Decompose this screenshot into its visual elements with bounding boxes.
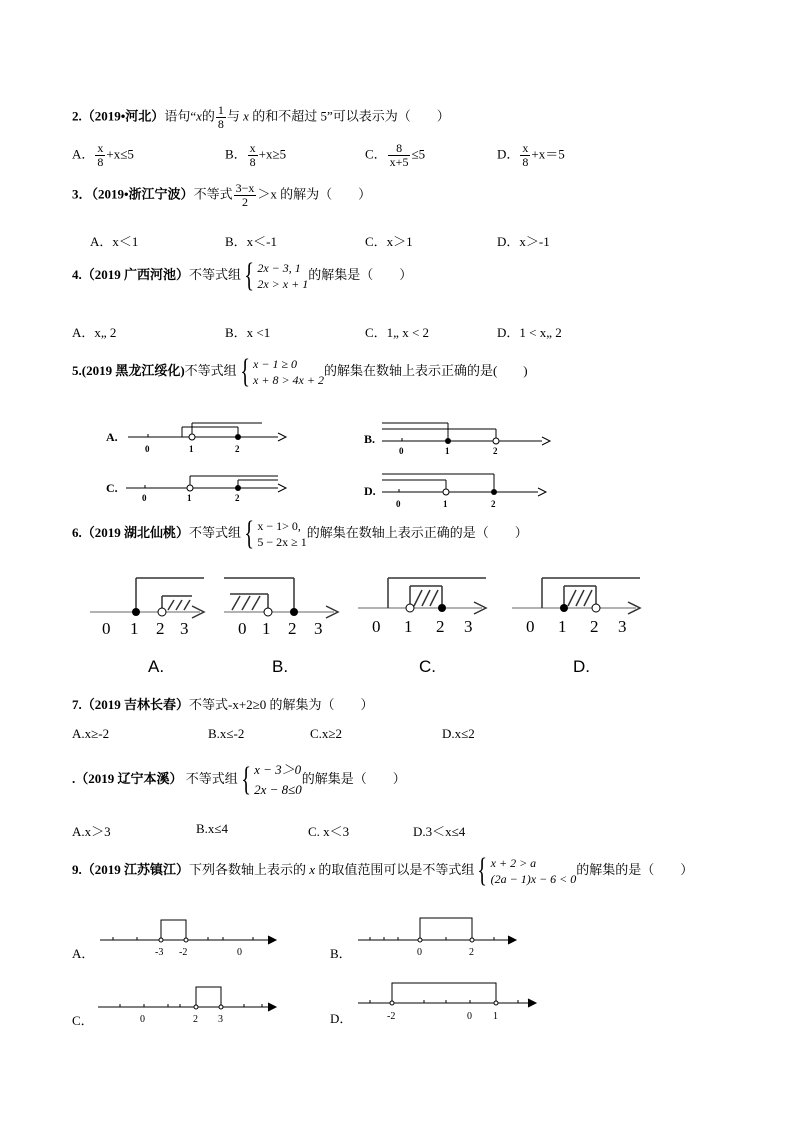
q6-option-d[interactable]: D. bbox=[573, 657, 590, 676]
q2-stem: 2.（2019•河北）语句“x的 $\frac{1}{8}$ 与 x 的和不超过 5”可以表示为（ ） bbox=[72, 103, 450, 131]
q3-stem: 3．（2019•浙江宁波）不等式 $\frac{3-x}{2}$ ＞x 的解为（ ） bbox=[72, 181, 372, 209]
q9-number-line-b[interactable] bbox=[328, 912, 528, 962]
q2-option-a[interactable]: A． $\frac{x}{8}$ +x≤5 bbox=[72, 141, 134, 169]
svg-text:2: 2 bbox=[436, 617, 445, 636]
q7-stem: 7.（2019 吉林长春）不等式-x+2≥0 的解集为（ ） bbox=[72, 697, 374, 712]
q3-fraction: $\frac{3-x}{2}$ bbox=[235, 181, 255, 209]
svg-text:1: 1 bbox=[443, 499, 448, 509]
svg-text:2: 2 bbox=[491, 499, 496, 509]
q6-option-a[interactable]: A. bbox=[148, 657, 165, 676]
svg-text:B．: B． bbox=[330, 946, 352, 961]
svg-text:1: 1 bbox=[189, 444, 194, 454]
svg-text:2: 2 bbox=[235, 444, 240, 454]
brace-icon: { bbox=[244, 257, 255, 294]
svg-text:0: 0 bbox=[396, 499, 401, 509]
q9-number-line-c[interactable] bbox=[68, 980, 288, 1030]
svg-text:0: 0 bbox=[417, 947, 422, 958]
svg-text:-2: -2 bbox=[179, 947, 188, 958]
brace-icon: { bbox=[241, 761, 251, 798]
q4-option-d[interactable]: D．1 < x„ 2 bbox=[497, 325, 562, 340]
svg-text:1: 1 bbox=[262, 619, 271, 637]
svg-text:-3: -3 bbox=[155, 947, 164, 958]
q8-prefix: .（2019 辽宁本溪） bbox=[72, 770, 183, 786]
q4-stem: 4.（2019 广西河池）不等式组{ 2x − 3, 1 2x > x + 1 的解集是（ ） bbox=[72, 257, 413, 294]
q7-option-d[interactable]: D.x≤2 bbox=[442, 726, 475, 741]
svg-text:1: 1 bbox=[187, 493, 192, 503]
q6-number-line-b[interactable] bbox=[222, 572, 352, 637]
q6-prefix: 6.（2019 湖北仙桃） bbox=[72, 524, 190, 540]
q9-prefix: 9.（2019 江苏镇江） bbox=[72, 861, 190, 877]
q5-number-line-c[interactable] bbox=[100, 470, 300, 510]
q7-option-c[interactable]: C.x≥2 bbox=[310, 726, 343, 741]
svg-text:0: 0 bbox=[372, 617, 381, 636]
q3-option-c[interactable]: C．x＞1 bbox=[365, 234, 413, 249]
q2-fraction: $\frac{1}{8}$ bbox=[217, 103, 224, 131]
q6-option-c[interactable]: C. bbox=[419, 657, 436, 676]
svg-text:1: 1 bbox=[404, 617, 413, 636]
q8-option-a[interactable]: A.x＞3 bbox=[72, 824, 111, 839]
svg-text:0: 0 bbox=[399, 446, 404, 455]
q8-option-b[interactable]: B.x≤4 bbox=[196, 821, 229, 836]
q2-option-d[interactable]: D． $\frac{x}{8}$ +x＝5 bbox=[497, 141, 565, 169]
q5-prefix: 5.(2019 黑龙江绥化) bbox=[72, 362, 185, 378]
svg-text:C．: C． bbox=[72, 1013, 94, 1028]
svg-text:0: 0 bbox=[142, 493, 147, 503]
q3-option-d[interactable]: D．x＞-1 bbox=[497, 234, 550, 249]
q4-prefix: 4.（2019 广西河池） bbox=[72, 266, 190, 282]
q5-number-line-b[interactable] bbox=[362, 415, 562, 455]
q6-stem: 6.（2019 湖北仙桃）不等式组{ x − 1> 0, 5 − 2x ≥ 1 的解集在数轴上表示正确的是（ ） bbox=[72, 515, 528, 552]
q6-option-b[interactable]: B. bbox=[272, 657, 289, 676]
q8-option-d[interactable]: D.3＜x≤4 bbox=[413, 824, 466, 839]
q6-number-line-a[interactable] bbox=[88, 572, 218, 637]
q9-stem: 9.（2019 江苏镇江）下列各数轴上表示的 x 的取值范围可以是不等式组{ x + 2 > a (2a − 1)x − 6 < 0 的解集的是（ ） bbox=[72, 852, 694, 889]
svg-text:2: 2 bbox=[235, 493, 240, 503]
q5-number-line-d[interactable] bbox=[362, 470, 562, 515]
q7-option-a[interactable]: A.x≥-2 bbox=[72, 726, 110, 741]
q5-stem: 5.(2019 黑龙江绥化)不等式组{ x − 1 ≥ 0 x + 8 > 4x + 2 的解集在数轴上表示正确的是( ) bbox=[72, 353, 528, 390]
svg-text:0: 0 bbox=[140, 1014, 145, 1025]
svg-text:3: 3 bbox=[618, 617, 627, 636]
q9-number-line-d[interactable] bbox=[328, 975, 548, 1030]
q7-prefix: 7.（2019 吉林长春） bbox=[72, 697, 190, 712]
svg-text:3: 3 bbox=[180, 619, 189, 637]
q2-prefix: 2.（2019•河北） bbox=[72, 108, 165, 124]
svg-text:0: 0 bbox=[145, 444, 150, 454]
brace-icon: { bbox=[477, 852, 488, 889]
q8-system: x − 3＞0 2x − 8≤0 bbox=[254, 762, 302, 797]
svg-text:2: 2 bbox=[590, 617, 599, 636]
svg-text:1: 1 bbox=[558, 617, 567, 636]
q5-label-a: A. bbox=[106, 430, 118, 444]
svg-text:3: 3 bbox=[464, 617, 473, 636]
svg-text:2: 2 bbox=[193, 1014, 198, 1025]
q9-number-line-a[interactable] bbox=[68, 912, 288, 962]
svg-text:2: 2 bbox=[469, 947, 474, 958]
svg-text:1: 1 bbox=[493, 1011, 498, 1022]
svg-text:3: 3 bbox=[314, 619, 323, 637]
q4-option-a[interactable]: A．x„ 2 bbox=[72, 325, 117, 340]
q6-system: x − 1> 0, 5 − 2x ≥ 1 bbox=[257, 519, 307, 549]
q4-option-c[interactable]: C．1„ x < 2 bbox=[365, 325, 430, 340]
brace-icon: { bbox=[239, 353, 250, 390]
svg-text:0: 0 bbox=[238, 619, 247, 637]
q3-option-a[interactable]: A．x＜1 bbox=[90, 234, 139, 249]
svg-text:2: 2 bbox=[156, 619, 165, 637]
svg-text:2: 2 bbox=[288, 619, 297, 637]
svg-text:0: 0 bbox=[237, 947, 242, 958]
svg-text:2: 2 bbox=[493, 446, 498, 455]
q5-number-line-a[interactable] bbox=[100, 415, 300, 455]
svg-text:0: 0 bbox=[467, 1011, 472, 1022]
svg-text:A．: A． bbox=[72, 946, 95, 961]
q2-option-c[interactable]: C． $\frac{8}{x+5}$ ≤5 bbox=[365, 141, 426, 169]
q5-label-d: D. bbox=[364, 484, 376, 498]
q7-option-b[interactable]: B.x≤-2 bbox=[208, 726, 245, 741]
q5-system: x − 1 ≥ 0 x + 8 > 4x + 2 bbox=[253, 357, 324, 387]
svg-text:D．: D． bbox=[330, 1011, 353, 1026]
q6-number-line-d[interactable] bbox=[510, 572, 650, 637]
q2-option-b[interactable]: B． $\frac{x}{8}$ +x≥5 bbox=[225, 141, 287, 169]
q8-stem: .（2019 辽宁本溪） 不等式组{ x − 3＞0 2x − 8≤0 的解集是（ ） bbox=[72, 761, 406, 798]
q4-option-b[interactable]: B．x <1 bbox=[225, 325, 271, 340]
q3-option-b[interactable]: B．x＜-1 bbox=[225, 234, 278, 249]
q4-system: 2x − 3, 1 2x > x + 1 bbox=[257, 261, 309, 291]
svg-text:1: 1 bbox=[445, 446, 450, 455]
svg-text:0: 0 bbox=[526, 617, 535, 636]
svg-text:-2: -2 bbox=[387, 1011, 396, 1022]
q8-option-c[interactable]: C. x＜3 bbox=[308, 824, 350, 839]
q6-number-line-c[interactable] bbox=[356, 572, 496, 637]
svg-text:0: 0 bbox=[102, 619, 111, 637]
q5-label-c: C. bbox=[106, 481, 118, 495]
svg-text:3: 3 bbox=[218, 1014, 223, 1025]
q5-label-b: B. bbox=[364, 432, 376, 446]
q9-system: x + 2 > a (2a − 1)x − 6 < 0 bbox=[490, 856, 577, 886]
brace-icon: { bbox=[244, 515, 255, 552]
svg-text:1: 1 bbox=[130, 619, 139, 637]
q3-prefix: 3．（2019•浙江宁波） bbox=[72, 186, 194, 202]
